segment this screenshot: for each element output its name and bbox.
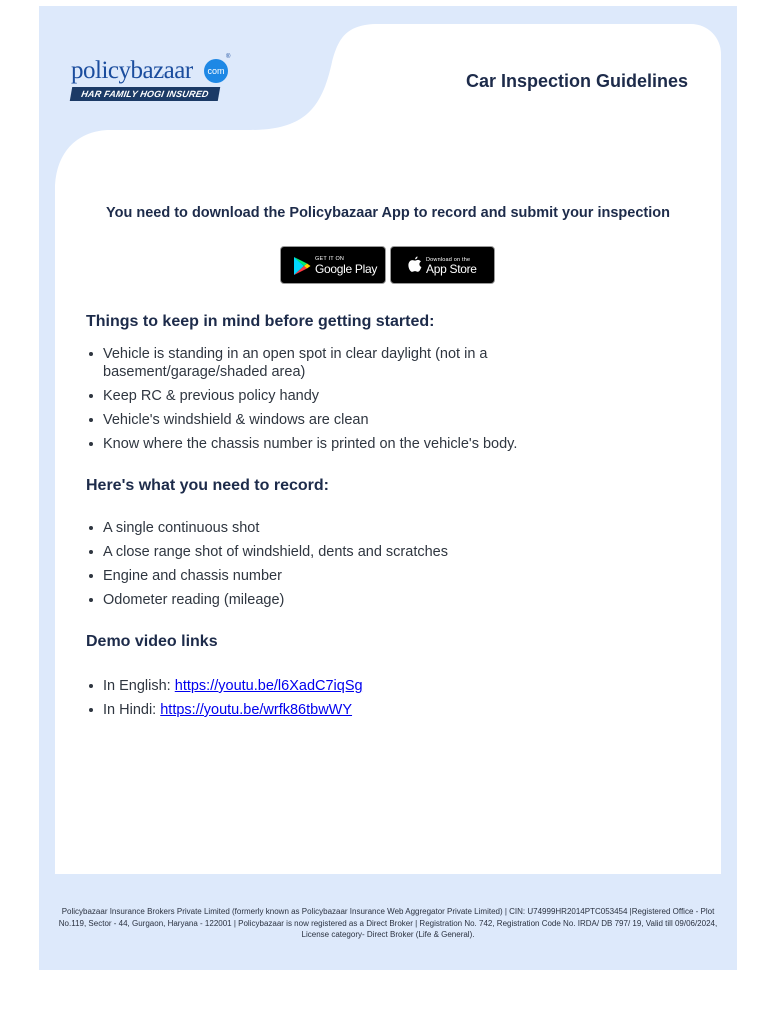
app-store-label: App Store [426, 262, 477, 276]
footer-legal-text: Policybazaar Insurance Brokers Private Limited (formerly known as Policybazaar Insurance Web Aggregator Private Limited) | CIN: U74999HR2014PTC053454 |Registered Office - Plot No.119, Sector - 44, Gurgaon, Haryana - 122001 | Policybazaar is now registered as a Direct Broker | Registration No. 742, Registration Code No. IRDA/ DB 797/ 19, Valid till 09/06/2024, License category- Direct Broker (Life & General). [58, 907, 718, 939]
hindi-video-link[interactable]: https://youtu.be/wrfk86tbwWY [160, 702, 353, 718]
google-play-icon [293, 256, 311, 276]
list-item: Know where the chassis number is printed on the vehicle's body. [86, 435, 526, 453]
section-heading-what-to-record: Here's what you need to record: [86, 477, 329, 494]
demo-video-links-list [86, 677, 556, 725]
list-item-hindi-link [86, 701, 556, 719]
app-store-small-label: Download on the [426, 257, 471, 263]
before-starting-list [86, 345, 526, 459]
logo-wordmark: policybazaar [71, 57, 193, 84]
app-store-button[interactable] [390, 246, 495, 284]
logo-registered-mark: ® [226, 54, 231, 60]
google-play-button[interactable] [280, 246, 386, 284]
logo-tagline: HAR FAMILY HOGI INSURED [70, 87, 220, 101]
what-to-record-list [86, 519, 556, 615]
google-play-small-label: GET IT ON [315, 256, 345, 262]
list-item: Vehicle is standing in an open spot in clear daylight (not in a basement/garage/shaded area) [86, 345, 526, 381]
list-item: Odometer reading (mileage) [86, 591, 556, 609]
apple-icon [408, 256, 422, 273]
list-item-english-link [86, 677, 556, 695]
english-video-link[interactable]: https://youtu.be/l6XadC7iqSg [174, 678, 363, 694]
list-item: A close range shot of windshield, dents and scratches [86, 543, 556, 561]
list-item: Vehicle's windshield & windows are clean [86, 411, 526, 429]
list-item: A single continuous shot [86, 519, 556, 537]
list-item: Keep RC & previous policy handy [86, 387, 526, 405]
link-prefix: In Hindi: [103, 702, 161, 718]
list-item: Engine and chassis number [86, 567, 556, 585]
section-heading-demo-video-links: Demo video links [86, 633, 218, 650]
link-prefix: In English: [103, 678, 175, 694]
google-play-label: Google Play [315, 262, 378, 276]
policybazaar-logo[interactable] [71, 56, 241, 104]
download-app-message: You need to download the Policybazaar App to record and submit your inspection [106, 205, 670, 221]
logo-com-badge: com [204, 59, 228, 83]
page-title: Car Inspection Guidelines [465, 71, 688, 91]
section-heading-before-starting: Things to keep in mind before getting started: [86, 313, 435, 330]
